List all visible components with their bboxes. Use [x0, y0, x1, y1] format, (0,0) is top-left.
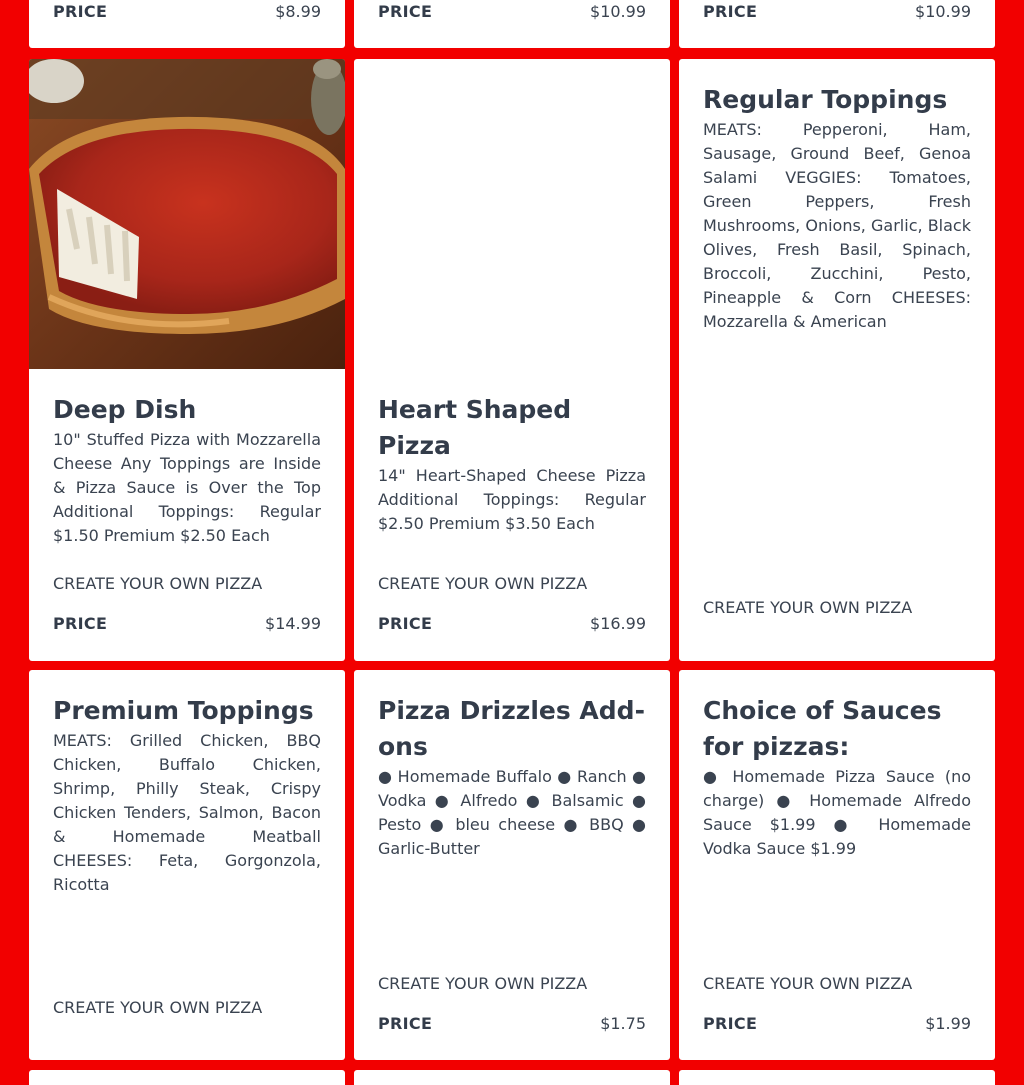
- menu-card[interactable]: [679, 0, 995, 48]
- menu-card-pizza-drizzles[interactable]: [354, 670, 670, 1060]
- price-row: [703, 1012, 971, 1036]
- card-description: 10" Stuffed Pizza with Mozzarella Cheese Any Toppings are Inside & Pizza Sauce is Over the Top Additional Toppings: Regular $1.50 Premium $2.50 Each: [53, 430, 321, 545]
- card-title: Heart Shaped Pizza: [378, 395, 572, 460]
- menu-card[interactable]: [29, 1070, 345, 1085]
- price-row: [378, 1012, 646, 1036]
- card-description: MEATS: Grilled Chicken, BBQ Chicken, Buffalo Chicken, Shrimp, Philly Steak, Crispy Chicken Tenders, Salmon, Bacon & Homemade Meatball CHEESES: Feta, Gorgonzola, Ricotta: [53, 731, 321, 894]
- price-label: PRICE: [703, 2, 758, 21]
- price-value: $1.99: [925, 1014, 971, 1033]
- card-description: ● Homemade Pizza Sauce (no charge) ● Homemade Alfredo Sauce $1.99 ● Homemade Vodka Sauce $1.99: [703, 767, 971, 858]
- menu-card[interactable]: [354, 1070, 670, 1085]
- create-your-own-pizza-link[interactable]: CREATE YOUR OWN PIZZA: [703, 598, 913, 617]
- price-value: $10.99: [915, 2, 971, 21]
- price-value: $8.99: [275, 2, 321, 21]
- price-row: [53, 0, 321, 24]
- price-value: $10.99: [590, 2, 646, 21]
- create-your-own-pizza-link[interactable]: CREATE YOUR OWN PIZZA: [53, 998, 263, 1017]
- deep-dish-pizza-photo: [29, 59, 345, 369]
- price-value: $14.99: [265, 614, 321, 633]
- card-description: 14" Heart-Shaped Cheese Pizza Additional Toppings: Regular $2.50 Premium $3.50 Each: [378, 466, 646, 533]
- menu-card[interactable]: [29, 0, 345, 48]
- price-label: PRICE: [378, 614, 433, 633]
- menu-card-regular-toppings[interactable]: [679, 59, 995, 661]
- create-your-own-pizza-link[interactable]: CREATE YOUR OWN PIZZA: [53, 574, 263, 593]
- price-label: PRICE: [53, 614, 108, 633]
- price-row: [378, 0, 646, 24]
- card-title: Deep Dish: [53, 395, 197, 424]
- menu-card-premium-toppings[interactable]: [29, 670, 345, 1060]
- menu-card-choice-of-sauces[interactable]: [679, 670, 995, 1060]
- menu-card-deep-dish[interactable]: [29, 59, 345, 661]
- card-description: ● Homemade Buffalo ● Ranch ● Vodka ● Alfredo ● Balsamic ● Pesto ● bleu cheese ● BBQ ● Garlic-Butter: [378, 767, 646, 858]
- price-label: PRICE: [378, 2, 433, 21]
- price-value: $1.75: [600, 1014, 646, 1033]
- create-your-own-pizza-link[interactable]: CREATE YOUR OWN PIZZA: [378, 574, 588, 593]
- create-your-own-pizza-link[interactable]: CREATE YOUR OWN PIZZA: [703, 974, 913, 993]
- card-description: MEATS: Pepperoni, Ham, Sausage, Ground Beef, Genoa Salami VEGGIES: Tomatoes, Green Peppers, Fresh Mushrooms, Onions, Garlic, Black Olives, Fresh Basil, Spinach, Broccoli, Zucchini, Pesto, Pineapple & Corn CHEESES: Mozzarella & American: [703, 120, 971, 331]
- menu-card[interactable]: [679, 1070, 995, 1085]
- card-title: Choice of Sauces for pizzas:: [703, 696, 942, 761]
- price-row: [378, 612, 646, 636]
- create-your-own-pizza-link[interactable]: CREATE YOUR OWN PIZZA: [378, 974, 588, 993]
- menu-card[interactable]: [354, 0, 670, 48]
- price-row: [53, 612, 321, 636]
- menu-card-heart-shaped[interactable]: [354, 59, 670, 661]
- card-title: Regular Toppings: [703, 85, 948, 114]
- price-label: PRICE: [53, 2, 108, 21]
- price-value: $16.99: [590, 614, 646, 633]
- card-title: Pizza Drizzles Add-ons: [378, 696, 645, 761]
- price-label: PRICE: [378, 1014, 433, 1033]
- card-title: Premium Toppings: [53, 696, 314, 725]
- price-label: PRICE: [703, 1014, 758, 1033]
- price-row: [703, 0, 971, 24]
